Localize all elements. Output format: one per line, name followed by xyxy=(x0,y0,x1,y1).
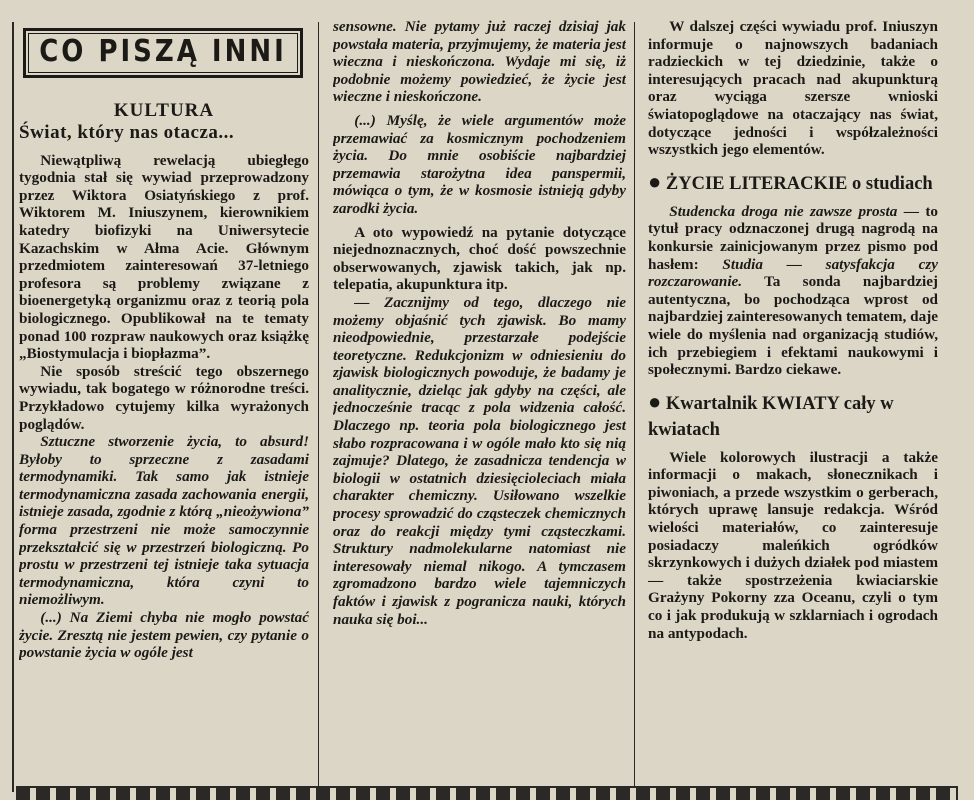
text-run: Ta sonda najbardziej autentyczna, bo pochodząca wprost od najbardziej zainteresowanych tematem, daje wiele do myślenia nad organizacją studiów, ich przebiegiem i efektami naukowymi i społecznymi. Bardzo ciekawe. xyxy=(648,273,938,379)
quote-paragraph: Sztuczne stworzenie życia, to absurd! Byłoby to sprzeczne z zasadami termodynamiki. Tak samo jak istnieje termodynamiczna zasada zachowania energii, istnieje zasada, zgodnie z którą „nieożywiona” forma przestrzeni nie może samoczynnie przekształcić się w przestrzeń biologiczną. Po prostu w przestrzeni tej istnieje taka sytuacja termodynamiczna, która czyni to niemożliwym. xyxy=(19,433,309,609)
column-divider xyxy=(318,22,319,788)
headline-box xyxy=(23,28,303,78)
body-paragraph: A oto wypowiedź na pytanie dotyczące niejednoznacznych, choć dość powszechnie obserwowanych, zjawisk takich, jak np. telepatia, akupunktura itp. xyxy=(333,223,626,294)
lead-paragraph: Niewątpliwą rewelacją ubiegłego tygodnia stał się wywiad przeprowadzony przez Wiktora Osiatyńskiego z prof. Wiktorem M. Iniuszynem, kierownikiem katedry biofizyki na Uniwersytecie Kazachskim w Ałma Acie. Głównym przedmiotem zainteresowań 37-letniego profesora są problemy związane z bioenergetyką organizmu oraz z teorią pola biologicznego. Opublikował na te tematy ponad 100 rozpraw naukowych oraz książkę „Biostymulacja i biopłazma”. xyxy=(19,151,309,363)
subsection-title xyxy=(648,389,938,443)
body-paragraph xyxy=(648,203,938,379)
work-title: Studencka droga nie zawsze prosta xyxy=(669,202,898,220)
subsection-title-text: Kwartalnik KWIATY cały w kwiatach xyxy=(648,393,894,440)
bullet-icon: ● xyxy=(648,168,662,194)
section-label: KULTURA xyxy=(113,100,215,121)
body-paragraph: Nie sposób streścić tego obszernego wywiadu, tak bogatego w różnorodne treści. Przykładowo cytujemy kilka wyrażonych poglądów. xyxy=(19,362,309,433)
contest-title: Studia — satysfakcja czy rozczarowanie. xyxy=(648,255,938,291)
body-paragraph: W dalszej części wywiadu prof. Iniuszyn informuje o najnowszych badaniach radzieckich w tej dziedzinie, także o interesujących pracach nad akupunkturą oraz wyciąga szersze wnioski światopoglądowe na otaczający nas świat, dotyczące jedności i współzależności wszystkich jego elementów. xyxy=(648,18,938,159)
quote-paragraph: (...) Na Ziemi chyba nie mogło powstać życie. Zresztą nie jestem pewien, czy pytanie o powstanie życia w ogóle jest xyxy=(19,609,309,662)
text-run: Wiele kolorowych ilustracji a także informacji o makach, słonecznikach i piwoniach, a przede wszystkim o gerberach, których uprawę lansuje redakcja. Wśród wielości materiałów, co zainteresuje posiadaczy maleńkich ogródków skrzynkowych i dużych działek pod miastem — także spostrzeżenia kwiaciarskie xyxy=(648,448,938,589)
author-name: Grażyny Pokorny xyxy=(648,589,767,607)
column-1 xyxy=(19,18,309,788)
bottom-ornament-border xyxy=(16,786,958,800)
article-title: Świat, który nas otacza... xyxy=(19,121,235,143)
left-border-rule xyxy=(12,22,14,792)
body-paragraph xyxy=(648,449,938,643)
column-divider xyxy=(634,22,635,788)
subsection-title-text: ŻYCIE LITERACKIE o studiach xyxy=(665,173,933,194)
bullet-icon: ● xyxy=(648,388,662,414)
text-run: — to tytuł pracy odznaczonej drugą nagrodą na konkursie zainicjowanym przez pismo pod hasłem: xyxy=(648,202,938,273)
page-title: CO PISZĄ INNI xyxy=(39,34,287,70)
quote-paragraph: — Zacznijmy od tego, dlaczego nie możemy objaśnić tych zjawisk. Bo mamy nieodpowiednie, przestarzałe podejście teoretyczne. Redukcjonizm w odniesieniu do zjawisk biologicznych powoduje, że badamy je analitycznie, dzieląc jak gdyby na części, ale jednocześnie tracąc z pola widzenia całość. Dlaczego np. teoria pola biologicznego jest słabo rozpracowana i w ogóle mało kto się nią zajmuje? Dlatego, że zasadnicza tendencja w biologii w ostatnich dziesięcioleciach miała charakter chemiczny. Usiłowano wszelkie procesy sprowadzić do cząsteczek chemicznych oraz do reakcji między tymi cząsteczkami. Struktury nadmolekularne natomiast nie interesowały niemal nikogo. A tymczasem zgromadzono bardzo wiele tajemniczych faktów i zjawisk z pogranicza nauki, których nauka się boi... xyxy=(333,293,626,628)
column-2 xyxy=(333,18,626,788)
subsection-title xyxy=(648,169,938,197)
quote-paragraph: (...) Myślę, że wiele argumentów może przemawiać za kosmicznym pochodzeniem życia. Do mnie osobiście najbardziej przemawia starożytna idea panspermii, mówiąca o tym, że w kosmosie istnieją gdyby zarodki życia. xyxy=(333,111,626,217)
quote-continuation: sensowne. Nie pytamy już raczej dzisiaj jak powstała materia, przyjmujemy, że materia jest wieczna i nieskończona. Wydaje mi się, iż podobnie możemy powiedzieć, że życie jest wieczne i nieskończone. xyxy=(333,18,626,106)
text-run: zza Oceanu, czyli o tym co i jak produkują w szklarniach i ogrodach na antypodach. xyxy=(648,589,938,642)
column-3 xyxy=(648,18,938,788)
